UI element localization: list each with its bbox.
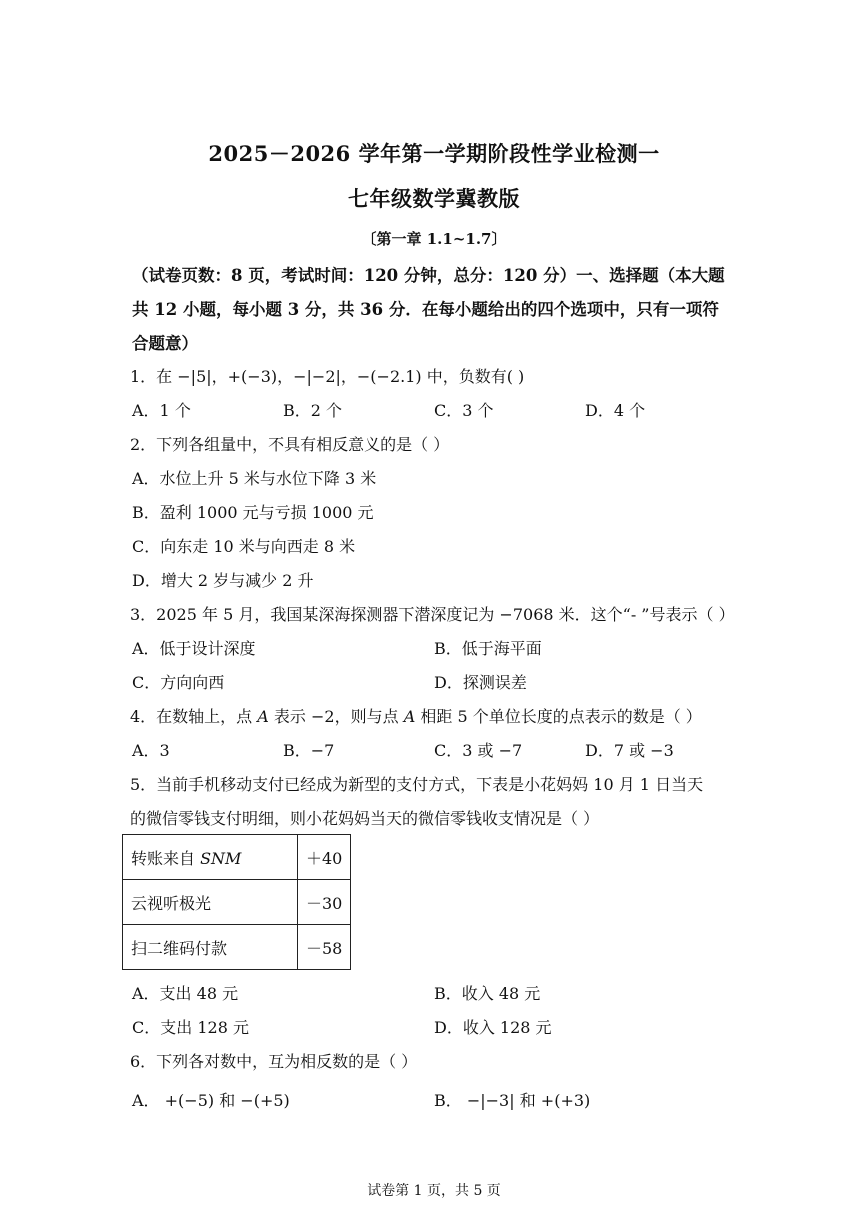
question-4-option-a[interactable]: A．3 [132, 741, 170, 760]
question-3-option-a[interactable]: A．低于设计深度 [132, 639, 256, 658]
table-cell-value: －58 [298, 925, 351, 970]
question-1-option-c[interactable]: C．3 个 [434, 401, 494, 420]
question-1-option-d[interactable]: D．4 个 [585, 401, 646, 420]
question-4-stem [130, 704, 750, 727]
table-row [123, 880, 351, 925]
question-2-option-b[interactable]: B．盈利 1000 元与亏损 1000 元 [132, 503, 374, 522]
question-5-option-d[interactable]: D．收入 128 元 [434, 1018, 552, 1037]
table-row [123, 835, 351, 880]
table-cell-label [123, 835, 298, 880]
question-6-option-b[interactable]: B． −|−3| 和 +(+3) [434, 1091, 591, 1110]
instructions-line-1: （试卷页数：8 页，考试时间：120 分钟，总分：120 分）一、选择题（本大题 [132, 266, 725, 285]
question-1-option-a[interactable]: A．1 个 [132, 401, 191, 420]
question-4-stem-part: 表示 −2，则与点 [268, 707, 404, 726]
table-cell-value: ＋40 [298, 835, 351, 880]
exam-scope: 〔第一章 1.1~1.7〕 [361, 230, 507, 248]
page-footer: 试卷第 1 页，共 5 页 [367, 1183, 501, 1199]
question-4-option-d[interactable]: D．7 或 −3 [585, 741, 674, 760]
question-3-stem: 3．2025 年 5 月，我国某深海探测器下潜深度记为 −7068 米．这个“- ”号表示（ ） [130, 605, 735, 624]
exam-subtitle: 七年级数学冀教版 [348, 186, 520, 211]
question-4-stem-part: 4．在数轴上，点 [130, 707, 258, 726]
point-a-label: A [257, 707, 269, 726]
payment-label: 云视听极光 [131, 893, 212, 913]
question-2-option-c[interactable]: C．向东走 10 米与向西走 8 米 [132, 537, 356, 556]
question-3-option-b[interactable]: B．低于海平面 [434, 639, 542, 658]
point-a-label: A [403, 707, 416, 726]
payment-label: 转账来自 [131, 848, 201, 868]
question-6-stem: 6．下列各对数中，互为相反数的是（ ） [130, 1052, 418, 1071]
payment-label-var: SNM [200, 848, 242, 868]
question-1-option-b[interactable]: B．2 个 [283, 401, 343, 420]
instructions-line-3: 合题意） [132, 334, 198, 353]
payment-detail-table [122, 834, 351, 970]
question-4-option-b[interactable]: B．−7 [283, 741, 335, 760]
table-row [123, 925, 351, 970]
question-4-stem-part: 相距 5 个单位长度的点表示的数是（ ） [415, 707, 702, 726]
table-cell-value: －30 [298, 880, 351, 925]
question-2-option-a[interactable]: A．水位上升 5 米与水位下降 3 米 [132, 469, 377, 488]
question-3-option-c[interactable]: C．方向向西 [132, 673, 225, 692]
instructions-line-2: 共 12 小题，每小题 3 分，共 36 分．在每小题给出的四个选项中，只有一项符 [132, 300, 719, 319]
question-5-stem-line-2: 的微信零钱支付明细，则小花妈妈当天的微信零钱收支情况是（ ） [130, 809, 600, 828]
question-2-stem: 2．下列各组量中，不具有相反意义的是（ ） [130, 435, 450, 454]
question-6-option-a[interactable]: A． +(−5) 和 −(+5) [132, 1091, 290, 1110]
question-4-option-c[interactable]: C．3 或 −7 [434, 741, 523, 760]
table-cell-label [123, 925, 298, 970]
question-2-option-d[interactable]: D．增大 2 岁与减少 2 升 [132, 571, 314, 590]
question-5-option-c[interactable]: C．支出 128 元 [132, 1018, 249, 1037]
table-cell-label [123, 880, 298, 925]
exam-title: 2025－2026 学年第一学期阶段性学业检测一 [208, 141, 660, 166]
question-3-option-d[interactable]: D．探测误差 [434, 673, 527, 692]
question-5-stem-line-1: 5．当前手机移动支付已经成为新型的支付方式，下表是小花妈妈 10 月 1 日当天 [130, 775, 704, 794]
question-5-option-a[interactable]: A．支出 48 元 [132, 984, 239, 1003]
question-1-stem: 1．在 −|5|，+(−3)，−|−2|，−(−2.1) 中，负数有( ) [130, 367, 525, 386]
payment-label: 扫二维码付款 [131, 938, 228, 958]
question-5-option-b[interactable]: B．收入 48 元 [434, 984, 541, 1003]
